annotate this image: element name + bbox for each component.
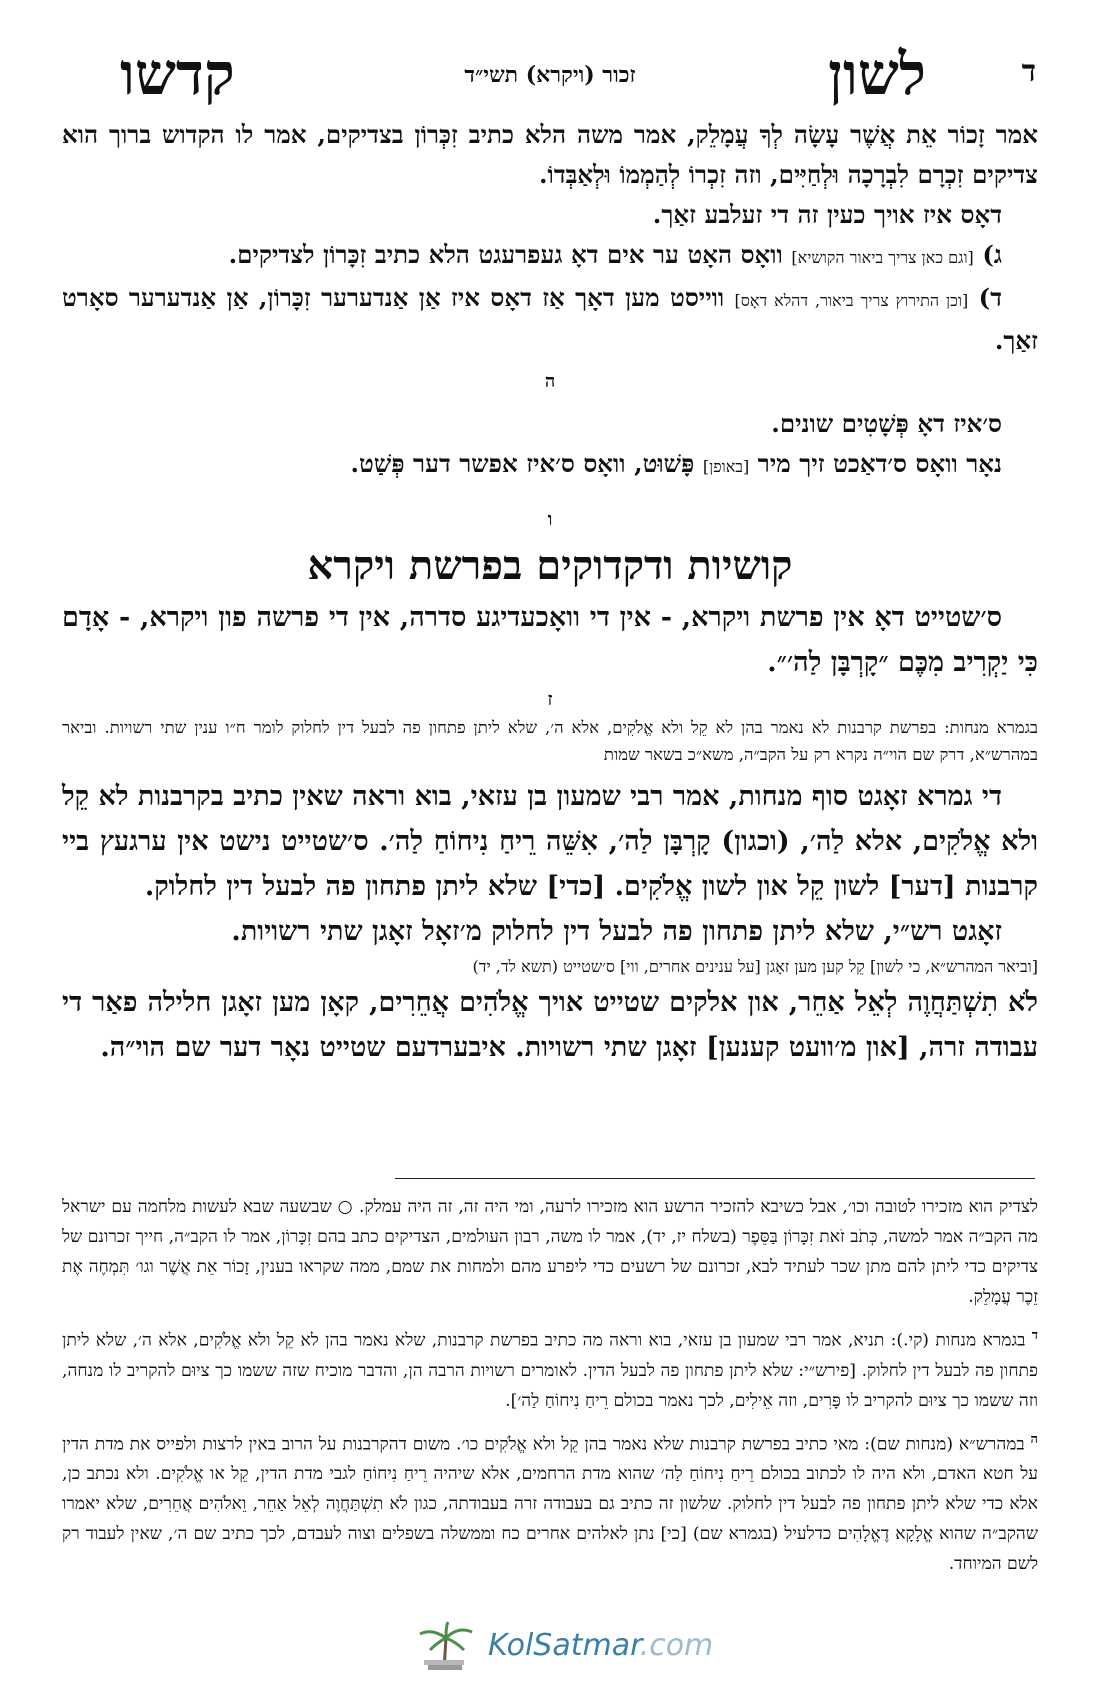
logo-text (488, 1628, 713, 1663)
paragraph-label: ג) (982, 240, 1002, 269)
paragraph: ס׳שטייט דאָ אין פרשת ויקרא, - אין די וואָכעדיגע סדרה, אין די פרשה פון ויקרא, - אָדָם כִּי יַקְרִיב מִכֶּם ״קָרְבָּן לַה׳״. (62, 602, 1038, 678)
footnote-divider (395, 1178, 1035, 1179)
logo-name: KolSatmar (488, 1628, 640, 1663)
section-title: קושיות ודקדוקים בפרשת ויקרא (307, 542, 793, 589)
paragraph: זאָגט רש״י, שלא ליתן פתחון פה לבעל דין לחלוק מ׳זאָל זאָגן שתי רשויות. (231, 916, 1002, 947)
header-title-right: לשון (828, 40, 926, 108)
source-note: בגמרא מנחות: בפרשת קרבנות לא נאמר בהן לא קֵל ולא אֱלֹקִים, אלא ה׳, שלא ליתן פתחון פה לבעל דין לחלוק לומר ח״ו ענין שתי רשויות. וביאר במהרש״א, דרק שם הוי״ה נקרא רק על הקב״ה, משא״כ בשאר שמות (62, 718, 1038, 764)
paragraph (62, 278, 1038, 361)
paragraph-text: נאָר וואָס ס׳דאַכט זיך מיר (757, 449, 1002, 478)
paragraph-label: ד) (978, 283, 1003, 312)
footnote: לצדיק הוא מזכירו לטובה וכו׳, אבל כשיבא להזכיר הרשע הוא מזכירו לרעה, ומי היה זה, זה היה עמלק. ○ שבשעה שבא לעשות מלחמה עם ישראל מה הקב״ה אמר למשה, כְּתֹב זֹאת זִכָּרוֹן בַּסֵּפֶר (בשלח יז, יד), אמר לו משה, רבון העולמים, הצדיקים כתב בהם זִכָּרוֹן, אמר לו הקב״ה, חייך זכרונם של צדיקים כדי ליתן להם מתן שכר לעתיד לבא, זכרונם של רשעים כדי ליפרע מהם ולמחות את שמם, ממה שקראו בענין, זָכוֹר אֵת אֲשֶׁר וגו׳ תִּמְחֶה אֶת זֵכֶר עֲמָלֵק. (62, 1197, 1038, 1307)
bracket-note: [וכן התירוץ צריך ביאור, דהלא דאָס] (734, 291, 969, 310)
header-subtitle: זכור (ויקרא) תשי״ד (464, 62, 636, 88)
palm-tree-books-icon (410, 1620, 480, 1674)
footnotes (62, 1192, 1038, 1588)
footnote (62, 1321, 1038, 1416)
kolsatmar-logo (410, 1620, 714, 1674)
paragraph (62, 235, 1038, 278)
footnote-number: ד (1031, 1328, 1039, 1343)
paragraph: אמר זָכוֹר אֵת אֲשֶׁר עָשָׂה לְךָ עֲמָלֵק, אמר משה הלא כתיב זִכְּרוֹן בצדיקים, אמר לו הקדוש ברוך הוא צדיקים זִכְרָם לִבְרָכָה וּלְחַיִּים, וזה זִכְרוֹ לְהַמְמוֹ וּלְאַבְּדוֹ. (62, 120, 1038, 189)
main-text (62, 115, 1038, 1070)
footnote-number: ה (1030, 1431, 1039, 1447)
paragraph (62, 444, 1038, 487)
footnote-text: בגמרא מנחות (קי.): תניא, אמר רבי שמעון בן עזאי, בוא וראה מה כתיב בפרשת קרבנות, שלא נאמר בהן לא קֵל ולא אֱלֹקִים, אלא ה׳, שלא ליתן פתחון פה לבעל דין לחלוק. [פירש״י: שלא ליתן פתחון פה לבעל הדין. לאומרים רשויות הרבה הן, והדבר מוכיח שזה ששמו כך ציוּם להקריב לו מנחה, וזה ששמו כך ציוּם להקריב לו פָּרִים, וזה אֵילִים, לכך נאמר בכולם רֵיחַ נִיחוֹחַ לַה׳]. (62, 1330, 1038, 1411)
paragraph: די גמרא זאָגט סוף מנחות, אמר רבי שמעון בן עזאי, בוא וראה שאין כתיב בקרבנות לא קֵל ולא אֱלֹקִים, אלא לַה׳, (וכגון) קָרְבָּן לַה׳, אִשֵּׁה רֵיחַ נִיחוֹחַ לַה׳. ס׳שטייט נישט אין ערגעץ ביי קרבנות [דער] לשון קֵל און לשון אֱלֹקִים. [כדי] שלא ליתן פתחון פה לבעל דין לחלוק. (62, 781, 1038, 902)
bracket-note: [וגם כאן צריך ביאור הקושיא] (791, 248, 974, 267)
bracket-note: [וביאר המהרש״א, כי לשון] קֵל קען מען זאָגן [על ענינים אחרים, ווי] ס׳שטייט (תשא לד, יד) (472, 957, 1038, 976)
paragraph-text: ווייסט מען דאָך אַז דאָס איז אַן אַנדערער זִכָּרוֹן, אַן אַנדערער סאָרט זאַך. (62, 283, 1038, 355)
paragraph: לֹא תִשְׁתַּחֲוֶה לְאֵל אַחֵר, און אלקים שטייט אויך אֱלֹהִים אֲחֵרִים, קאָן מען זאָגן חלילה פאַר די עבודה זרה, [און מ׳וועט קענען] זאָגן שתי רשויות. איבערדעם שטייט נאָר דער שם הוי״ה. (62, 987, 1038, 1063)
footnote-text: במהרש״א (מנחות שם): מאי כתיב בפרשת קרבנות שלא נאמר בהן קֵל ולא אֱלֹקִים כו׳. משום דהקרבנות על הרוב באין לרצות ולפייס את מדת הדין על חטא האדם, ולא היה לו לכתוב בכולם רֵיחַ נִיחוֹחַ לַה׳ שהוא מדת הרחמים, אלא שיהיה רֵיחַ נִיחוֹחַ לגבי מדת הדין, קֵל או אֱלֹקִים. ולא נכתב כן, אלא כדי שלא ליתן פתחון פה לבעל דין לחלוק. שלשון זה כתיב גם בעבודה זרה בעבודתה, כגון לֹא תִשְׁתַּחֲוֶה לְאֵל אַחֵר, וֵאלֹהִים אֲחֵרִים, שלא יאמרו שהקב״ה שהוא אֱלָקָא דֶאֱלָהִים כדלעיל (בגמרא שם) [כי] נתן לאלהים אחרים כח וממשלה בשפלים וצוה לעבדם, לכך כתיב שם ה׳, שאין לעבוד רק לשם המיוחד. (62, 1434, 1038, 1575)
page-header (64, 40, 1036, 110)
section-marker: ה (544, 371, 556, 392)
section-marker: ו (547, 509, 553, 530)
paragraph: ס׳איז דאָ פְּשָׁטִים שונים. (771, 409, 1002, 438)
paragraph-text: וואָס האָט ער אים דאָ געפרעגט הלא כתיב זִכָּרוֹן לצדיקים. (228, 240, 783, 269)
footnote (62, 1425, 1038, 1580)
section-marker: ז (547, 689, 553, 710)
logo-domain: .com (639, 1628, 714, 1663)
paragraph-text: פָּשׁוּט, וואָס ס׳איז אפשר דער פְּשַׁט. (350, 449, 695, 478)
bracket-note: [באופן] (702, 457, 750, 476)
page-number: ד (1021, 54, 1036, 89)
paragraph: דאָס איז אויך כעין זה די זעלבע זאַך. (652, 200, 1002, 229)
header-title-left: קדשו (120, 40, 235, 108)
